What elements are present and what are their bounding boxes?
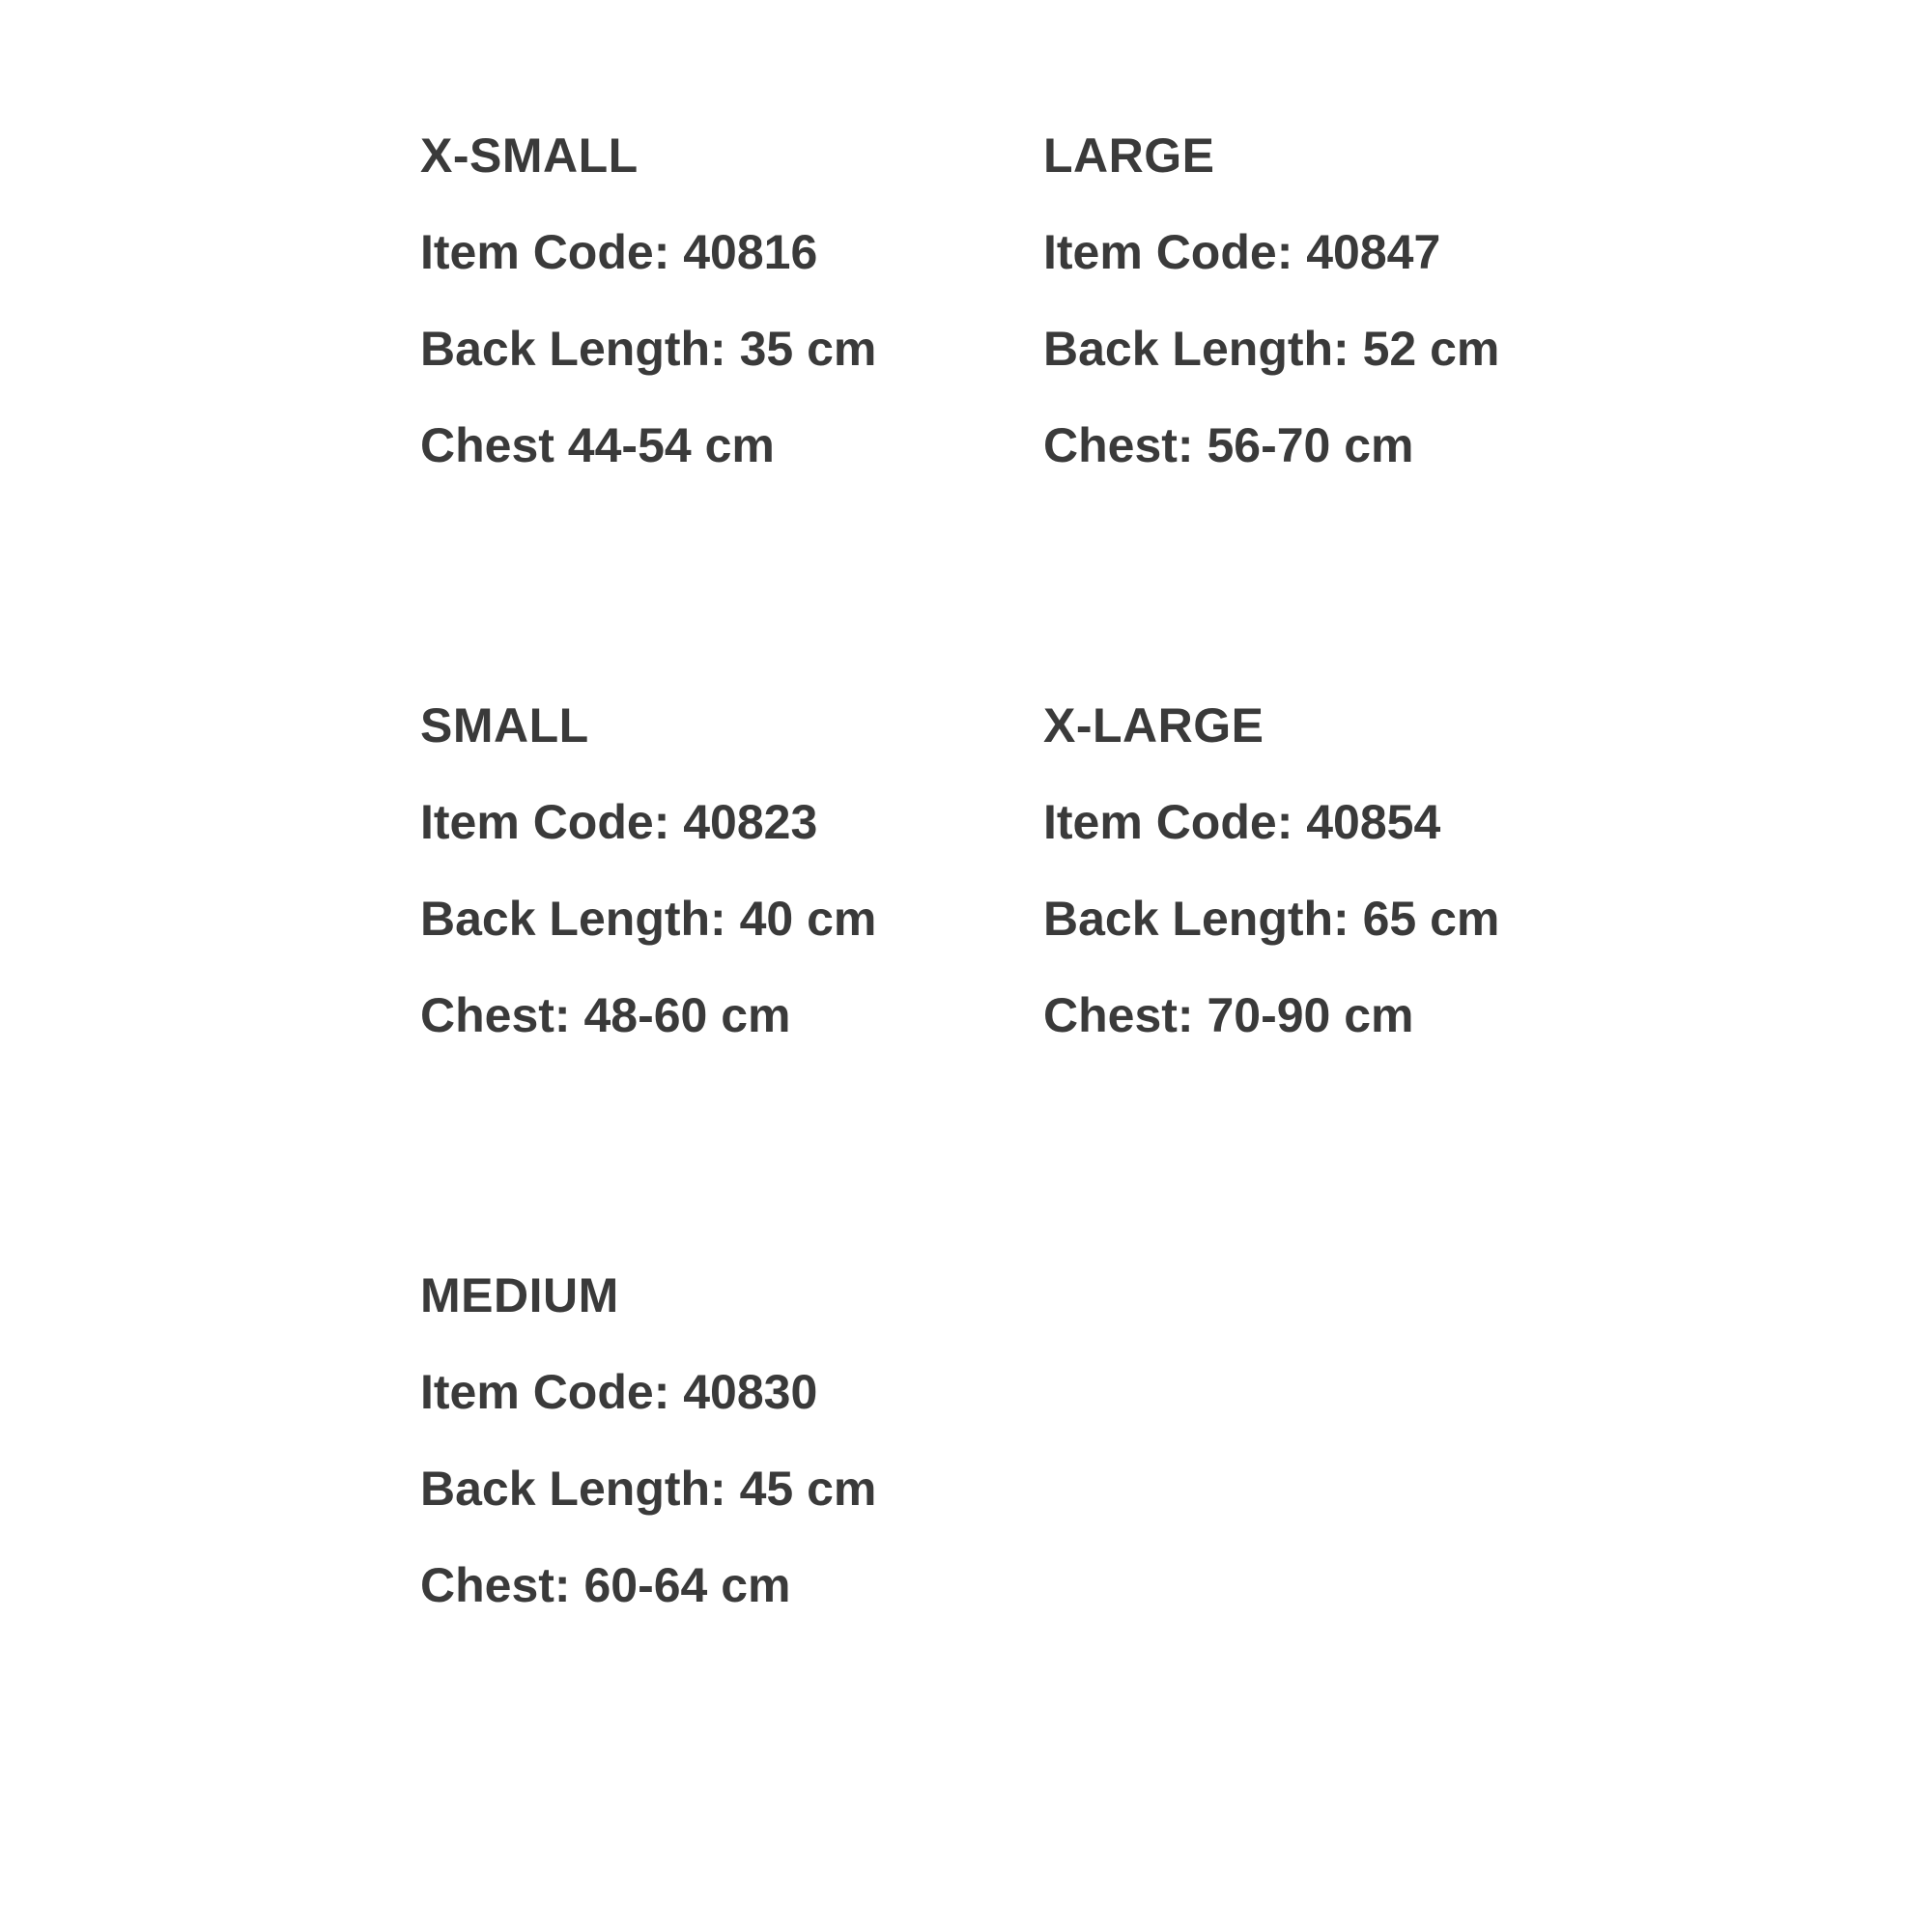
item-code-line: Item Code: 40854: [1043, 795, 1441, 849]
item-code-line: Item Code: 40847: [1043, 225, 1441, 279]
size-name: SMALL: [420, 698, 589, 753]
chest-line: Chest: 48-60 cm: [420, 988, 791, 1042]
size-name: MEDIUM: [420, 1268, 619, 1322]
chest-line: Chest: 56-70 cm: [1043, 418, 1414, 472]
size-block-x-large: [1043, 696, 1666, 1044]
item-code-line: Item Code: 40830: [420, 1365, 818, 1419]
back-length-line: Back Length: 40 cm: [420, 892, 877, 946]
size-block-medium: [420, 1266, 1043, 1614]
chest-line: Chest: 70-90 cm: [1043, 988, 1414, 1042]
size-name: X-LARGE: [1043, 698, 1264, 753]
item-code-line: Item Code: 40816: [420, 225, 818, 279]
back-length-line: Back Length: 45 cm: [420, 1462, 877, 1516]
item-code-line: Item Code: 40823: [420, 795, 818, 849]
back-length-line: Back Length: 52 cm: [1043, 322, 1500, 376]
size-block-small: [420, 696, 1043, 1044]
back-length-line: Back Length: 35 cm: [420, 322, 877, 376]
back-length-line: Back Length: 65 cm: [1043, 892, 1500, 946]
chest-line: Chest: 60-64 cm: [420, 1558, 791, 1612]
size-block-large: [1043, 127, 1666, 474]
chest-line: Chest 44-54 cm: [420, 418, 775, 472]
size-name: X-SMALL: [420, 128, 639, 183]
size-chart: [420, 127, 1666, 1614]
size-block-x-small: [420, 127, 1043, 474]
size-name: LARGE: [1043, 128, 1215, 183]
